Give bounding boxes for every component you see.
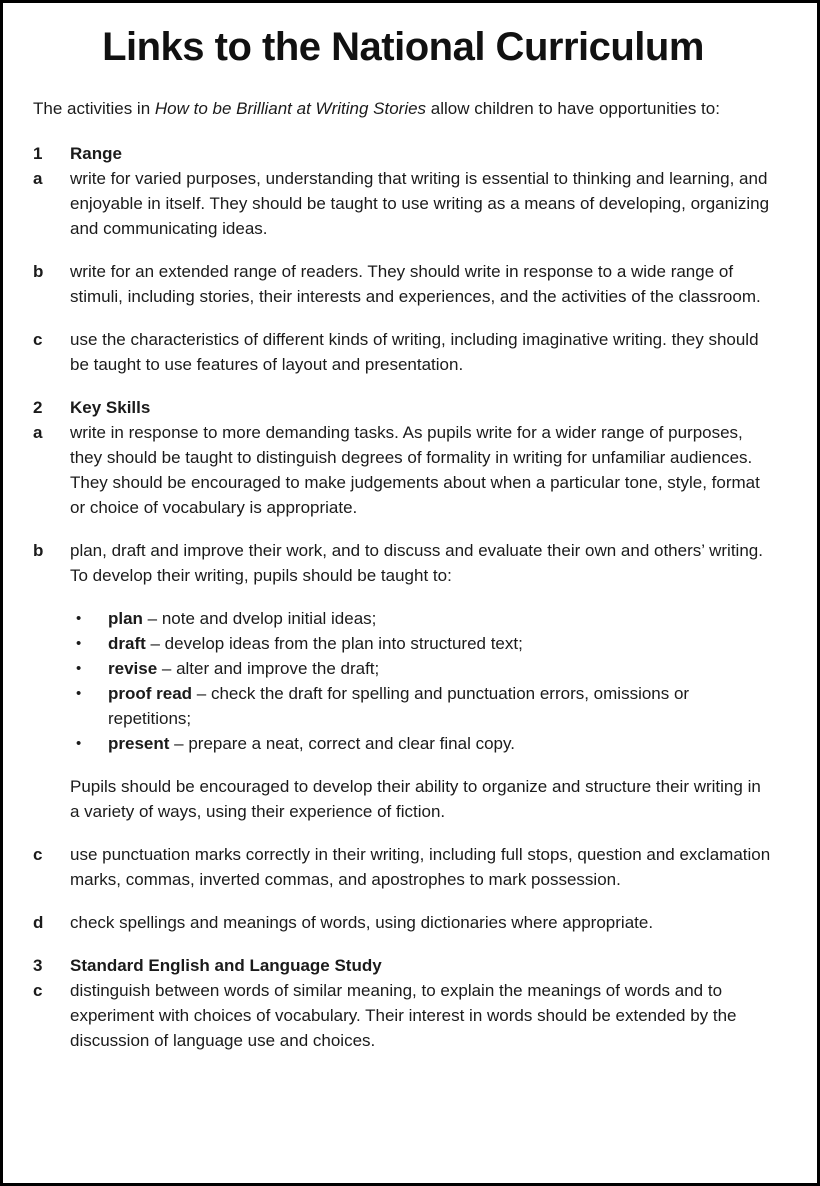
bullet-rest: – check the draft for spelling and punctuation errors, omissions or repetitions; bbox=[108, 684, 690, 728]
section-item bbox=[33, 259, 773, 309]
item-label: c bbox=[33, 845, 43, 864]
bullet-dot-icon: • bbox=[76, 735, 82, 752]
item-label: c bbox=[33, 330, 43, 349]
section-item bbox=[33, 538, 773, 824]
bullet-dot-icon: • bbox=[76, 685, 82, 702]
section-item bbox=[33, 166, 773, 241]
intro-text-pre: The activities in bbox=[33, 99, 155, 118]
bullet-term: revise bbox=[108, 659, 158, 678]
item-paragraph: use the characteristics of different kinds of writing, including imaginative writing. they should be taught to use features of layout and presentation. bbox=[70, 330, 759, 374]
intro-text-post: allow children to have opportunities to: bbox=[426, 99, 720, 118]
bullet-dot-icon: • bbox=[76, 610, 82, 627]
bullet-text bbox=[108, 731, 773, 756]
section-standard-english bbox=[33, 953, 773, 1053]
bullet-item bbox=[76, 631, 773, 656]
item-paragraph: write for varied purposes, understanding that writing is essential to thinking and learning, and enjoyable in itself. They should be taught to use writing as a means of developing, organizing and communicating ideas. bbox=[70, 169, 770, 238]
item-label: a bbox=[33, 423, 43, 442]
bullet-dot-icon: • bbox=[76, 635, 82, 652]
bullet-rest: – prepare a neat, correct and clear final copy. bbox=[169, 734, 515, 753]
section-item bbox=[33, 842, 773, 892]
item-text bbox=[70, 538, 773, 824]
bullet-rest: – note and dvelop initial ideas; bbox=[142, 609, 377, 628]
item-paragraph: use punctuation marks correctly in their writing, including full stops, question and exclamation marks, commas, inverted commas, and apostrophes to mark possession. bbox=[70, 845, 771, 889]
bullet-item bbox=[76, 656, 773, 681]
item-label: a bbox=[33, 169, 43, 188]
item-text bbox=[70, 978, 773, 1053]
bullet-term: plan bbox=[108, 609, 143, 628]
item-paragraph: check spellings and meanings of words, using dictionaries where appropriate. bbox=[70, 913, 654, 932]
bullet-term: draft bbox=[108, 634, 146, 653]
item-paragraph: distinguish between words of similar meaning, to explain the meanings of words and to experiment with choices of vocabulary. Their interest in words should be extended by the discussion of language use and choices. bbox=[70, 981, 737, 1050]
book-title: How to be Brilliant at Writing Stories bbox=[154, 99, 427, 118]
bullet-term: present bbox=[108, 734, 170, 753]
bullet-rest: – develop ideas from the plan into structured text; bbox=[145, 634, 523, 653]
item-text bbox=[70, 259, 773, 309]
section-number: 3 bbox=[33, 956, 43, 975]
bullet-list bbox=[70, 606, 773, 756]
bullet-term: proof read bbox=[108, 684, 193, 703]
bullet-item bbox=[76, 681, 773, 731]
section-key-skills bbox=[33, 395, 773, 935]
section-item bbox=[33, 978, 773, 1053]
item-paragraph: plan, draft and improve their work, and to discuss and evaluate their own and others’ writing. To develop their writing, pupils should be taught to: bbox=[70, 541, 763, 585]
bullet-text bbox=[108, 606, 773, 631]
item-label: b bbox=[33, 541, 44, 560]
item-label: c bbox=[33, 981, 43, 1000]
bullet-text bbox=[108, 656, 773, 681]
item-label: b bbox=[33, 262, 44, 281]
item-after-paragraph: Pupils should be encouraged to develop their ability to organize and structure their writing in a variety of ways, using their experience of fiction. bbox=[70, 777, 761, 821]
item-text bbox=[70, 910, 773, 935]
item-label: d bbox=[33, 913, 44, 932]
section-heading: Range bbox=[70, 144, 122, 163]
section-range bbox=[33, 141, 773, 377]
item-text bbox=[70, 420, 773, 520]
section-item bbox=[33, 910, 773, 935]
bullet-item bbox=[76, 606, 773, 631]
bullet-text bbox=[108, 681, 773, 731]
section-item bbox=[33, 327, 773, 377]
item-text bbox=[70, 166, 773, 241]
item-text bbox=[70, 842, 773, 892]
section-heading: Standard English and Language Study bbox=[70, 956, 382, 975]
section-heading-row bbox=[33, 141, 773, 166]
intro-paragraph bbox=[33, 96, 773, 121]
item-paragraph: write in response to more demanding tasks. As pupils write for a wider range of purposes, they should be taught to distinguish degrees of formality in writing for unfamiliar audiences. They should be encouraged to make judgements about when a particular tone, style, format or choice of vocabulary is appropriate. bbox=[70, 423, 760, 517]
bullet-text bbox=[108, 631, 773, 656]
section-heading-row bbox=[33, 953, 773, 978]
item-paragraph: write for an extended range of readers. They should write in response to a wide range of stimuli, including stories, their interests and experiences, and the activities of the classroom. bbox=[70, 262, 761, 306]
page-title: Links to the National Curriculum bbox=[102, 25, 704, 69]
bullet-item bbox=[76, 731, 773, 756]
bullet-dot-icon: • bbox=[76, 660, 82, 677]
section-number: 1 bbox=[33, 144, 43, 163]
item-text bbox=[70, 327, 773, 377]
section-heading-row bbox=[33, 395, 773, 420]
section-heading: Key Skills bbox=[70, 398, 151, 417]
bullet-rest: – alter and improve the draft; bbox=[157, 659, 380, 678]
section-number: 2 bbox=[33, 398, 43, 417]
section-item bbox=[33, 420, 773, 520]
